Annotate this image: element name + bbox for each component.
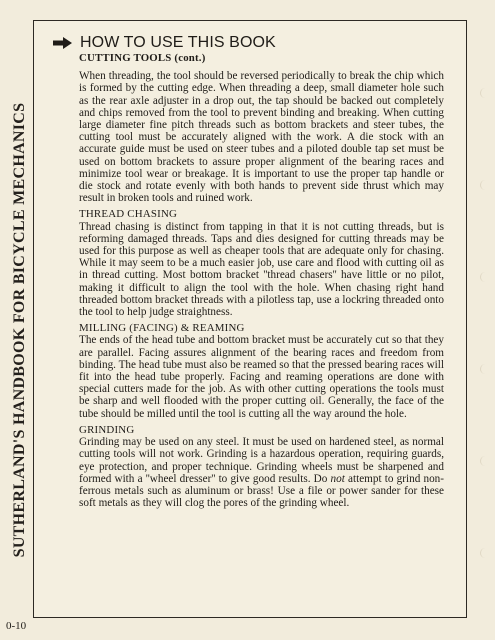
binder-mark xyxy=(480,548,495,558)
grinding-text-part-2: attempt to grind non-ferrous metals such as aluminum or brass! Use a file or power sander for these soft metals as they will clog the pores of the grinding wheel. xyxy=(79,472,444,510)
page-number: 0-10 xyxy=(6,620,27,632)
subtitle: CUTTING TOOLS (cont.) xyxy=(79,52,206,64)
grinding-paragraph xyxy=(79,436,444,509)
binder-mark xyxy=(480,456,495,466)
binder-mark xyxy=(480,364,495,374)
intro-paragraph: When threading, the tool should be reversed periodically to break the chip which is formed by the cutting edge. When threading a deep, small diameter hole such as the rear axle adjuster in a drop out, the tap should be backed out completely and chips removed from the tool to prevent binding and breaking. When cutting large diameter fine pitch threads such as bottom brackets and steer tubes, the cutting tool must be accurately aligned with the work. A die stock with an accurate guide must be used on steer tubes and a piloted double tap set must be used on bottom brackets to assure proper alignment of the bearing races and minimize tool wear or breakage. It is important to use the proper tap handle or die stock and rotate evenly with both hands to prevent side thrust which may result in broken tools and ruined work. xyxy=(79,70,444,205)
text-block xyxy=(79,52,444,509)
binder-mark xyxy=(480,272,495,282)
binder-mark xyxy=(480,88,495,98)
thread-chasing-paragraph: Thread chasing is distinct from tapping in that it is not cutting threads, but is reforming damaged threads. Taps and dies designed for cutting threads may be used for this purpose as well as cheaper tools that are adequate only for chasing. While it may seem to be a much easier job, use care and flood with cutting oil as in thread cutting. Most bottom bracket ''thread chasers'' have little or no pilot, making it difficult to align the tool with the hole. When chasing right hand threaded bottom bracket threads with a pilotless tap, use a lockring threaded onto the tool to help judge straightness. xyxy=(79,220,444,319)
page-title: HOW TO USE THIS BOOK xyxy=(80,34,276,51)
milling-heading: MILLING (FACING) & REAMING xyxy=(79,322,245,335)
right-arrow-icon xyxy=(52,35,74,51)
grinding-emphasis: not xyxy=(330,472,345,485)
grinding-heading: GRINDING xyxy=(79,423,135,436)
binder-mark xyxy=(480,180,495,190)
grinding-text-part-1: Grinding may be used on any steel. It must be used on hardened steel, as normal cutting tools will not work. Grinding is a hazardous operation, requiring guards, eye protection, and proper technique. Grinding wheels must be sharpened and formed with a ''wheel dresser'' to give good results. Do xyxy=(79,436,444,485)
thread-chasing-heading: THREAD CHASING xyxy=(79,208,178,221)
spine-title: SUTHERLAND'S HANDBOOK FOR BICYCLE MECHANICS xyxy=(11,102,28,558)
milling-paragraph: The ends of the head tube and bottom bracket must be accurately cut so that they are parallel. Facing assures alignment of the bearing races and freedom from binding. The head tube must also be reamed so that the pressed bearing races will fit into the head tube properly. Facing and reaming operations are done with special cutters made for the job. As with other cutting operations the tools must be sharp and well flooded with the proper cutting oil. Generally, the face of the tube should be milled until the tool is cutting all the way around the hole. xyxy=(79,334,444,420)
page-header xyxy=(52,34,276,52)
